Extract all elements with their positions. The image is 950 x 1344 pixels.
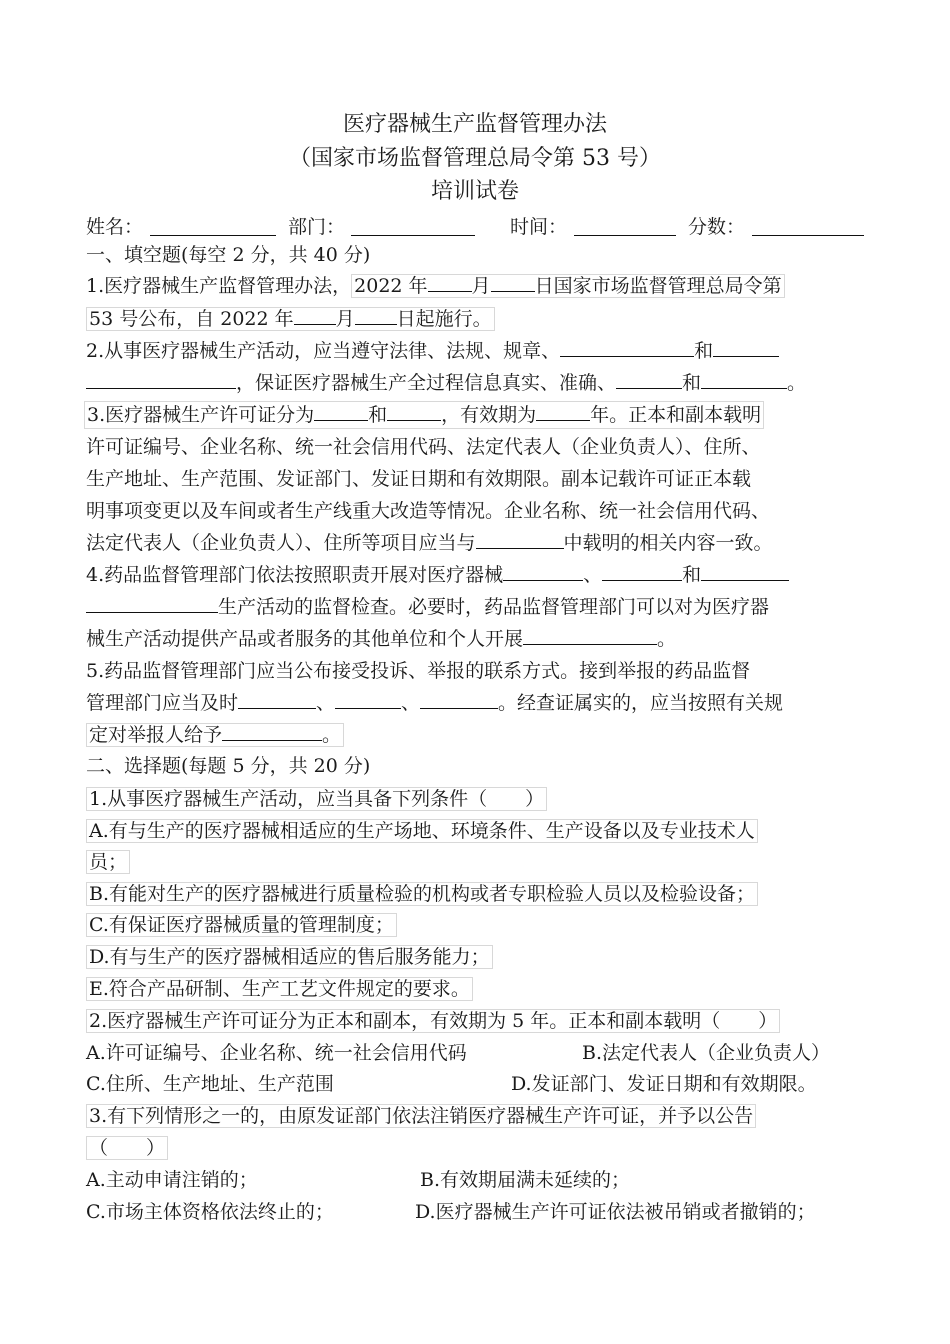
fill-q1-boxed — [351, 274, 784, 298]
blank-q4-3b[interactable] — [86, 594, 218, 613]
blank-q2-4[interactable] — [701, 370, 787, 389]
and-text-4: 和 — [682, 564, 702, 586]
blank-q3-1[interactable] — [314, 402, 368, 421]
mc-q1-option-b[interactable] — [86, 881, 758, 907]
fill-q5-text-2b: 。经查证属实的，应当按照有关规 — [498, 692, 784, 714]
and-text-3: 和 — [368, 404, 388, 426]
blank-q5-3[interactable] — [420, 690, 498, 709]
effective-text: 53 号公布，自 2022 年 — [89, 308, 294, 330]
mc-q1-option-c-text: C.有保证医疗器械质量的管理制度； — [86, 913, 397, 937]
fill-q4-line3 — [86, 626, 676, 652]
blank-q4-4[interactable] — [523, 626, 657, 645]
mc-q2-stem-text: 2.医疗器械生产许可证分为正本和副本，有效期为 5 年。正本和副本载明（ ） — [86, 1009, 780, 1033]
mc-q1-option-a-text-2: 员； — [86, 850, 130, 874]
blank-q2-1[interactable] — [560, 338, 694, 357]
comma-text: 、 — [583, 564, 603, 586]
fill-q2-line2 — [86, 370, 806, 396]
blank-q3-4[interactable] — [476, 530, 564, 549]
mc-q3-paren-text: （ ） — [86, 1136, 168, 1160]
fill-q3-line1 — [84, 401, 764, 429]
month-text-2: 月 — [335, 308, 355, 330]
mc-q2-option-c-text: C.住所、生产地址、生产范围 — [86, 1073, 334, 1095]
fill-q4-text: 4.药品监督管理部门依法按照职责开展对医疗器械 — [86, 564, 504, 586]
score-label: 分数： — [688, 216, 746, 238]
blank-q5-2[interactable] — [335, 690, 401, 709]
fill-q3-line2: 许可证编号、企业名称、统一社会信用代码、法定代表人（企业负责人）、住所、 — [86, 436, 761, 458]
mc-q3-option-b[interactable] — [420, 1167, 630, 1193]
mc-q3-option-c[interactable] — [86, 1199, 334, 1225]
fill-q1-text: 1.医疗器械生产监督管理办法， — [86, 275, 352, 297]
dept-label: 部门： — [288, 216, 346, 238]
name-label: 姓名： — [86, 216, 144, 238]
blank-q5-1[interactable] — [238, 690, 316, 709]
mc-q3-option-b-text: B.有效期届满未延续的； — [420, 1169, 631, 1191]
mc-q3-paren — [86, 1135, 168, 1161]
mc-q2-option-a[interactable] — [86, 1040, 467, 1066]
blank-q3-2[interactable] — [387, 402, 441, 421]
fill-q4-text-2: 生产活动的监督检查。必要时，药品监督管理部门可以对为医疗器 — [218, 596, 770, 618]
year-text: 2022 年 — [354, 275, 428, 297]
blank-q5-4[interactable] — [222, 722, 322, 741]
mc-q1-option-e[interactable] — [86, 976, 473, 1002]
blank-day-2[interactable] — [355, 306, 397, 325]
mc-q3-option-a[interactable] — [86, 1167, 258, 1193]
period-text: 。 — [787, 372, 807, 394]
effective-end-text: 日起施行。 — [396, 308, 492, 330]
blank-day-1[interactable] — [491, 273, 535, 292]
fill-q3-line3: 生产地址、生产范围、发证部门、发证日期和有效期限。副本记载许可证正本载 — [86, 468, 752, 490]
validity-text: ，有效期为 — [441, 404, 537, 426]
fill-q5-line3 — [86, 722, 344, 748]
mc-q3-stem — [86, 1103, 756, 1129]
doc-title: 医疗器械生产监督管理办法 — [342, 112, 607, 137]
blank-month-1[interactable] — [428, 273, 472, 292]
mc-q1-stem — [86, 786, 547, 812]
blank-q4-2[interactable] — [602, 562, 682, 581]
doc-type: 培训试卷 — [430, 179, 519, 204]
mc-q1-option-a-cont — [86, 849, 130, 875]
year-end-text: 年。正本和副本载明 — [590, 404, 762, 426]
name-field[interactable] — [150, 217, 276, 236]
fill-q3-text-5: 法定代表人（企业负责人）、住所等项目应当与 — [86, 532, 476, 554]
mc-q2-option-d-text: D.发证部门、发证日期和有效期限。 — [511, 1073, 817, 1095]
fill-q1-line2 — [86, 306, 495, 332]
fill-q4-text-3: 械生产活动提供产品或者服务的其他单位和个人开展 — [86, 628, 524, 650]
reward-text: 定对举报人给予 — [89, 724, 223, 746]
blank-q4-3a[interactable] — [701, 562, 789, 581]
mc-q2-option-a-text: A.许可证编号、企业名称、统一社会信用代码 — [86, 1042, 467, 1064]
fill-q5-line1: 5.药品监督管理部门应当公布接受投诉、举报的联系方式。接到举报的药品监督 — [86, 660, 751, 682]
mc-q1-option-a[interactable] — [86, 818, 758, 844]
mc-q3-stem-text: 3.有下列情形之一的，由原发证部门依法注销医疗器械生产许可证，并予以公告 — [86, 1104, 756, 1128]
fill-q3-line5 — [86, 530, 773, 556]
mc-q2-option-b-text: B.法定代表人（企业负责人） — [582, 1042, 831, 1064]
mc-q3-option-d[interactable] — [415, 1199, 816, 1225]
fill-q1-line1 — [86, 273, 785, 299]
section1-heading: 一、填空题(每空 2 分，共 40 分) — [86, 244, 371, 266]
mc-q3-option-a-text: A.主动申请注销的； — [86, 1169, 258, 1191]
doc-subtitle: （国家市场监督管理总局令第 53 号） — [289, 146, 661, 171]
fill-q2-text-2: ，保证医疗器械生产全过程信息真实、准确、 — [236, 372, 617, 394]
score-field[interactable] — [752, 217, 864, 236]
month-text: 月 — [471, 275, 491, 297]
time-field[interactable] — [574, 217, 676, 236]
blank-q3-3[interactable] — [536, 402, 590, 421]
and-text: 和 — [694, 340, 714, 362]
comma-text-5b: 、 — [401, 692, 421, 714]
fill-q1-line2-box — [86, 307, 495, 331]
consistent-text: 中载明的相关内容一致。 — [563, 532, 773, 554]
blank-q2-3[interactable] — [616, 370, 682, 389]
mc-q3-option-c-text: C.市场主体资格依法终止的； — [86, 1201, 334, 1223]
mc-q3-option-d-text: D.医疗器械生产许可证依法被吊销或者撤销的； — [415, 1201, 816, 1223]
period-text-5: 。 — [322, 724, 342, 746]
mc-q1-stem-text: 1.从事医疗器械生产活动，应当具备下列条件（ ） — [86, 787, 547, 811]
fill-q2-line1 — [86, 338, 779, 364]
mc-q1-option-c[interactable] — [86, 912, 397, 938]
mc-q1-option-d[interactable] — [86, 944, 493, 970]
section2-heading: 二、选择题(每题 5 分，共 20 分) — [86, 755, 371, 777]
dept-field[interactable] — [351, 217, 475, 236]
fill-q2-text: 2.从事医疗器械生产活动，应当遵守法律、法规、规章、 — [86, 340, 561, 362]
blank-month-2[interactable] — [294, 306, 336, 325]
fill-q5-line2 — [86, 690, 783, 716]
mc-q1-option-d-text: D.有与生产的医疗器械相适应的售后服务能力； — [86, 945, 493, 969]
issuer-text: 日国家市场监督管理总局令第 — [534, 275, 782, 297]
fill-q4-line1 — [86, 562, 789, 588]
mc-q2-option-b[interactable] — [582, 1040, 830, 1066]
fill-q3-text: 3.医疗器械生产许可证分为 — [87, 404, 315, 426]
fill-q5-line3-box — [86, 723, 344, 747]
mc-q2-stem — [86, 1008, 780, 1034]
mc-q1-option-b-text: B.有能对生产的医疗器械进行质量检验的机构或者专职检验人员以及检验设备； — [86, 882, 758, 906]
comma-text-5a: 、 — [316, 692, 336, 714]
fill-q5-text-2: 管理部门应当及时 — [86, 692, 239, 714]
mc-q1-option-a-text: A.有与生产的医疗器械相适应的生产场地、环境条件、生产设备以及专业技术人 — [86, 819, 758, 843]
fill-q4-line2 — [86, 594, 769, 620]
blank-q2-2b[interactable] — [86, 370, 236, 389]
blank-q2-2a[interactable] — [713, 338, 779, 357]
mc-q1-option-e-text: E.符合产品研制、生产工艺文件规定的要求。 — [86, 977, 473, 1001]
mc-q2-option-c[interactable] — [86, 1071, 334, 1097]
blank-q4-1[interactable] — [503, 562, 583, 581]
time-label: 时间： — [510, 216, 568, 238]
fill-q3-line4: 明事项变更以及车间或者生产线重大改造等情况。企业名称、统一社会信用代码、 — [86, 500, 771, 522]
mc-q2-option-d[interactable] — [511, 1071, 817, 1097]
period-text-4: 。 — [657, 628, 677, 650]
and-text-2: 和 — [682, 372, 702, 394]
